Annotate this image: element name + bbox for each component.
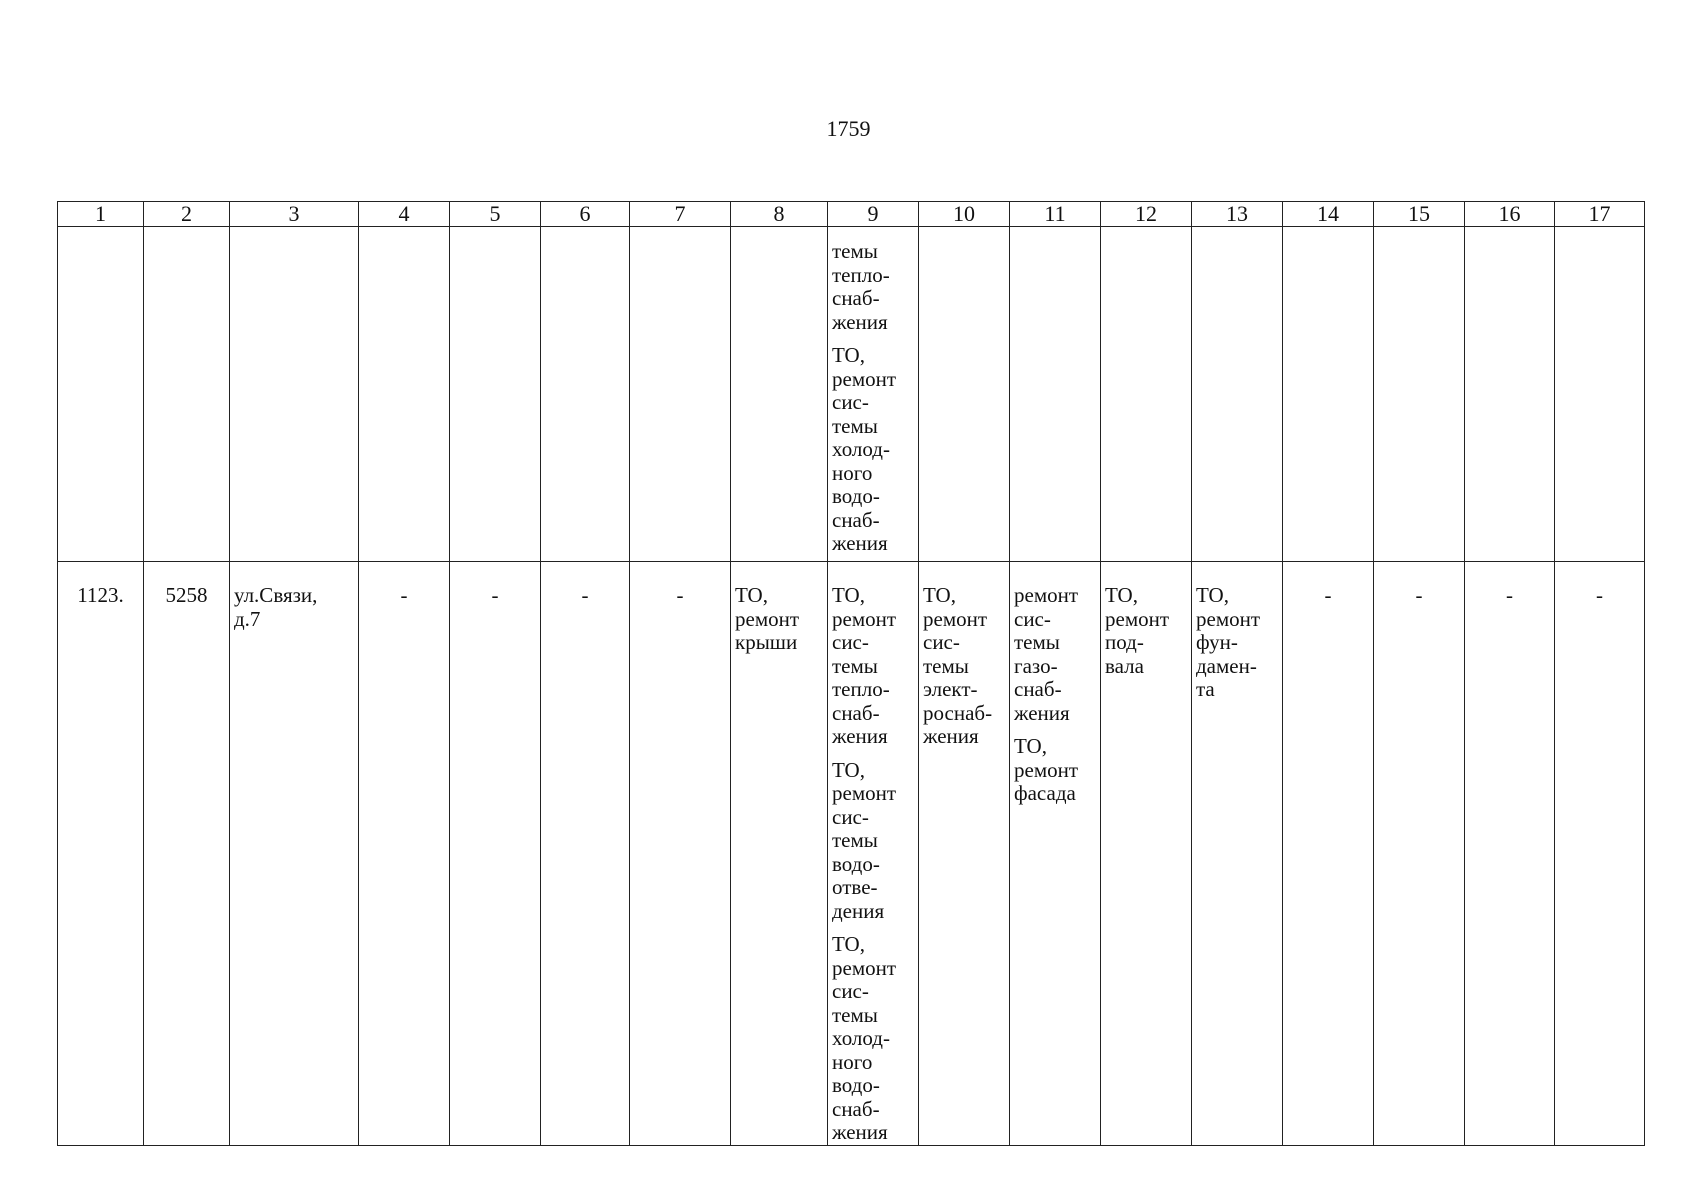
cell-content bbox=[828, 227, 918, 556]
work-item: ремонт сис- темы газо- снаб- жения bbox=[1014, 583, 1079, 725]
dash-value: - bbox=[400, 583, 408, 607]
column-header: 12 bbox=[1101, 202, 1192, 227]
table-cell bbox=[58, 227, 144, 562]
table-cell bbox=[919, 562, 1010, 1146]
table-cell bbox=[230, 227, 359, 562]
table-cell bbox=[1283, 227, 1374, 562]
row-number: 1123. bbox=[77, 583, 124, 607]
cell-content bbox=[1010, 562, 1100, 806]
table-cell bbox=[630, 227, 731, 562]
work-item: ТО, ремонт сис- темы элект- роснаб- жения bbox=[923, 583, 993, 748]
object-code: 5258 bbox=[165, 583, 208, 607]
dash-value: - bbox=[1596, 583, 1603, 607]
column-header: 1 bbox=[58, 202, 144, 227]
dash-value: - bbox=[491, 583, 499, 607]
column-header: 8 bbox=[731, 202, 828, 227]
document-table bbox=[57, 201, 1645, 1146]
table-cell bbox=[1283, 562, 1374, 1146]
column-header: 9 bbox=[828, 202, 919, 227]
table-cell bbox=[1192, 227, 1283, 562]
column-header: 17 bbox=[1555, 202, 1645, 227]
table-cell bbox=[1374, 227, 1465, 562]
work-item: ТО, ремонт фун- дамен- та bbox=[1196, 583, 1261, 701]
table-cell bbox=[450, 227, 541, 562]
table-cell bbox=[541, 562, 630, 1146]
column-header: 11 bbox=[1010, 202, 1101, 227]
work-item: ТО, ремонт сис- темы водо- отве- дения bbox=[832, 757, 897, 923]
table-cell bbox=[450, 562, 541, 1146]
table-cell bbox=[828, 227, 919, 562]
column-header: 15 bbox=[1374, 202, 1465, 227]
dash-value: - bbox=[1506, 583, 1513, 607]
table-cell bbox=[1465, 227, 1555, 562]
cell-content bbox=[828, 562, 918, 1145]
column-header: 16 bbox=[1465, 202, 1555, 227]
table-cell bbox=[359, 227, 450, 562]
table-cell bbox=[1555, 562, 1645, 1146]
table-cell bbox=[630, 562, 731, 1146]
column-header: 7 bbox=[630, 202, 731, 227]
work-item: ТО, ремонт крыши bbox=[735, 583, 800, 654]
column-header: 13 bbox=[1192, 202, 1283, 227]
work-item: ТО, ремонт фасада bbox=[1014, 734, 1079, 805]
table-cell bbox=[1555, 227, 1645, 562]
table-cell bbox=[541, 227, 630, 562]
work-item: темы тепло- снаб- жения bbox=[832, 239, 890, 334]
dash-value: - bbox=[676, 583, 684, 607]
dash-value: - bbox=[581, 583, 589, 607]
table-cell bbox=[1465, 562, 1555, 1146]
table-cell bbox=[1101, 227, 1192, 562]
table-cell bbox=[731, 227, 828, 562]
work-item: ТО, ремонт сис- темы тепло- снаб- жения bbox=[832, 583, 897, 748]
work-item: ТО, ремонт сис- темы холод- ного водо- снаб- жения bbox=[832, 932, 897, 1144]
table-cell bbox=[1374, 562, 1465, 1146]
table-cell bbox=[144, 227, 230, 562]
dash-value: - bbox=[1415, 583, 1423, 607]
table-cell bbox=[1010, 227, 1101, 562]
column-number-row bbox=[58, 202, 1645, 227]
work-item: ТО, ремонт под- вала bbox=[1105, 583, 1170, 678]
table-cell bbox=[1010, 562, 1101, 1146]
table-cell bbox=[828, 562, 919, 1146]
page-number: 1759 bbox=[826, 116, 871, 141]
table-cell bbox=[58, 562, 144, 1146]
table-row bbox=[58, 562, 1645, 1146]
table-cell bbox=[1192, 562, 1283, 1146]
column-header: 4 bbox=[359, 202, 450, 227]
table-cell bbox=[359, 562, 450, 1146]
column-header: 6 bbox=[541, 202, 630, 227]
continuation-row bbox=[58, 227, 1645, 562]
column-header: 10 bbox=[919, 202, 1010, 227]
table-cell bbox=[1101, 562, 1192, 1146]
address: ул.Связи, д.7 bbox=[234, 583, 318, 631]
column-header: 3 bbox=[230, 202, 359, 227]
column-header: 5 bbox=[450, 202, 541, 227]
column-header: 14 bbox=[1283, 202, 1374, 227]
table-cell bbox=[919, 227, 1010, 562]
dash-value: - bbox=[1324, 583, 1332, 607]
work-item: ТО, ремонт сис- темы холод- ного водо- снаб- жения bbox=[832, 343, 897, 555]
table-cell bbox=[144, 562, 230, 1146]
table-cell bbox=[731, 562, 828, 1146]
table-cell bbox=[230, 562, 359, 1146]
column-header: 2 bbox=[144, 202, 230, 227]
